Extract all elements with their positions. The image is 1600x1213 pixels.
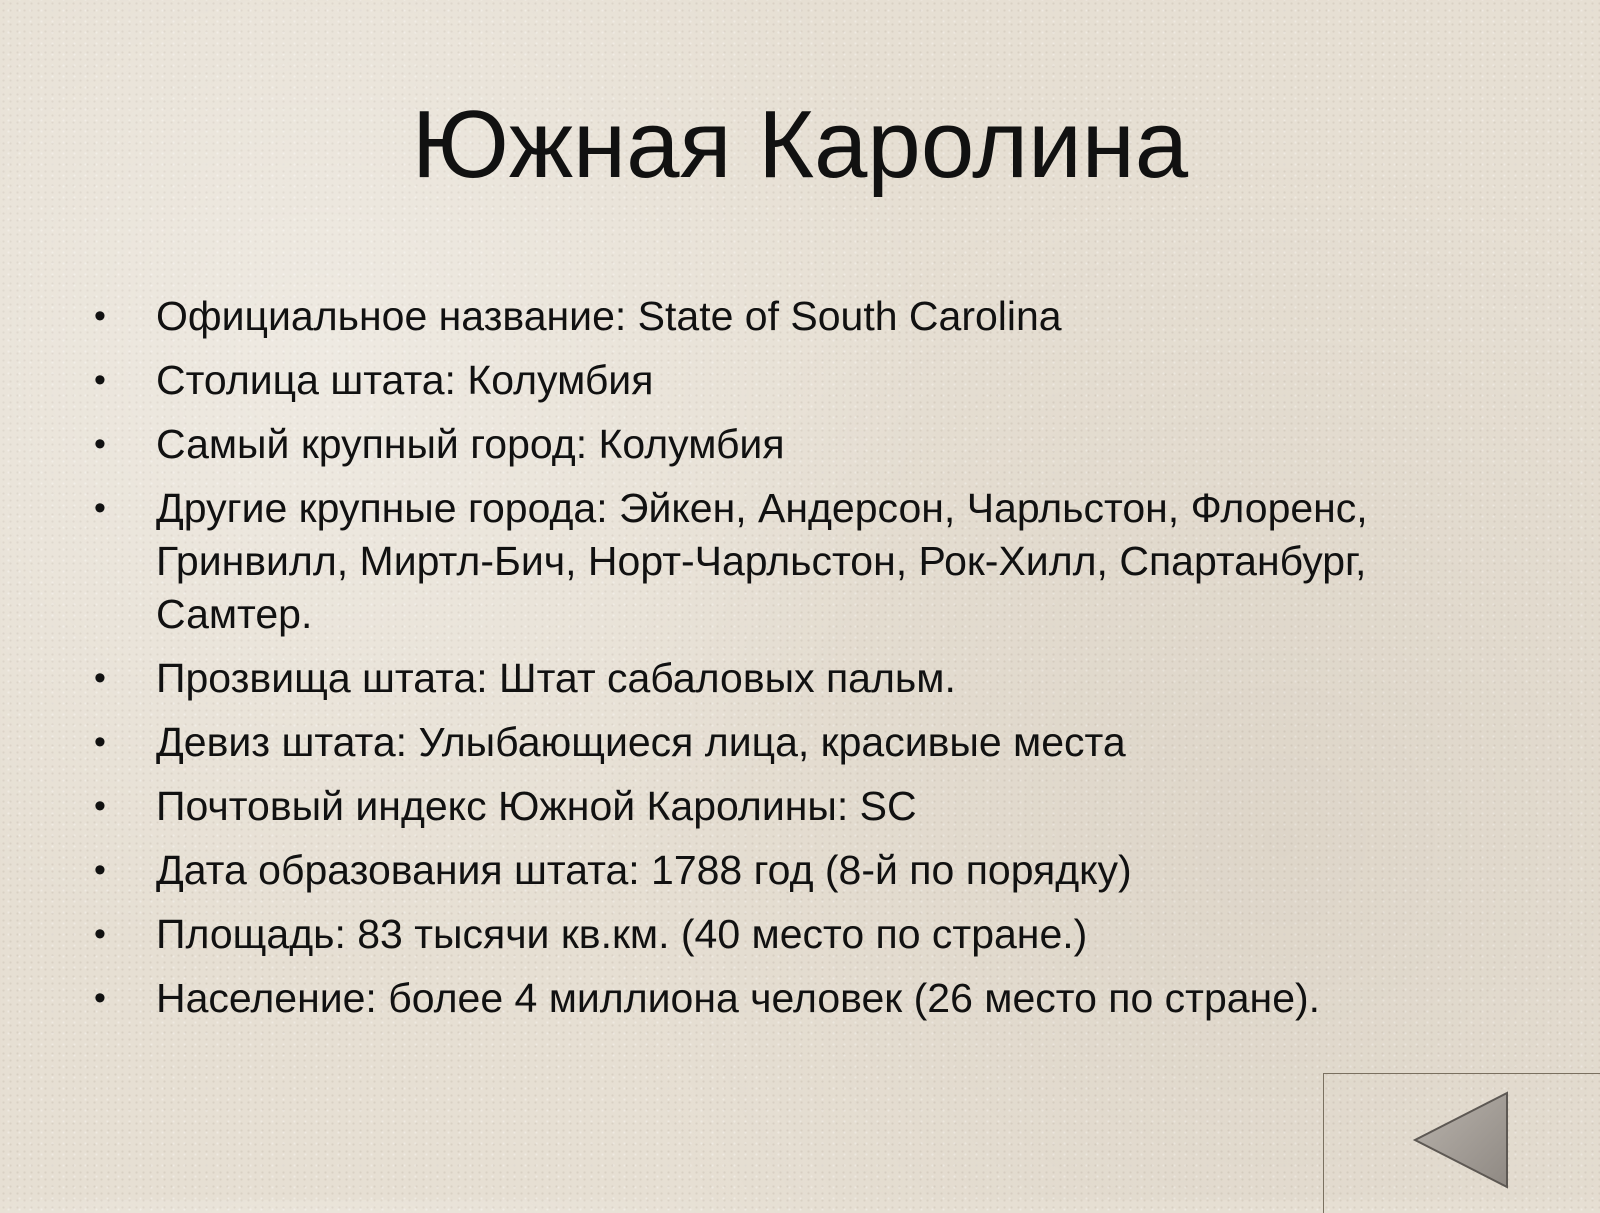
list-item-text: Официальное название: State of South Carolina [156,293,1062,339]
navigation-area [1323,1073,1600,1213]
list-item-text: Площадь: 83 тысячи кв.км. (40 место по стране.) [156,911,1088,957]
bullet-icon: • [94,361,106,399]
list-item [94,354,1524,407]
bullet-icon: • [94,851,106,889]
list-item [94,482,1524,641]
list-item [94,780,1524,833]
list-item-text: Почтовый индекс Южной Каролины: SC [156,783,917,829]
list-item [94,290,1524,343]
list-item-text: Столица штата: Колумбия [156,357,654,403]
bullet-icon: • [94,659,106,697]
bullet-icon: • [94,489,106,527]
bullet-icon: • [94,723,106,761]
slide-title: Южная Каролина [411,91,1189,198]
bullet-list [94,290,1524,1036]
bullet-icon: • [94,787,106,825]
list-item [94,652,1524,705]
list-item [94,972,1524,1025]
list-item [94,716,1524,769]
list-item-text: Дата образования штата: 1788 год (8-й по порядку) [156,847,1132,893]
bullet-icon: • [94,979,106,1017]
bullet-icon: • [94,297,106,335]
list-item [94,844,1524,897]
list-item [94,418,1524,471]
list-item-text: Прозвища штата: Штат сабаловых пальм. [156,655,956,701]
list-item-text: Самый крупный город: Колумбия [156,421,785,467]
bullet-icon: • [94,425,106,463]
bullet-icon: • [94,915,106,953]
list-item-text: Девиз штата: Улыбающиеся лица, красивые места [156,719,1126,765]
triangle-left-icon [1412,1090,1512,1190]
list-item-text: Другие крупные города: Эйкен, Андерсон, Чарльстон, Флоренс, Гринвилл, Миртл-Бич, Норт-Чарльстон, Рок-Хилл, Спартанбург, Самтер. [156,485,1368,637]
back-button[interactable] [1412,1090,1512,1190]
list-item [94,908,1524,961]
list-item-text: Население: более 4 миллиона человек (26 место по стране). [156,975,1321,1021]
